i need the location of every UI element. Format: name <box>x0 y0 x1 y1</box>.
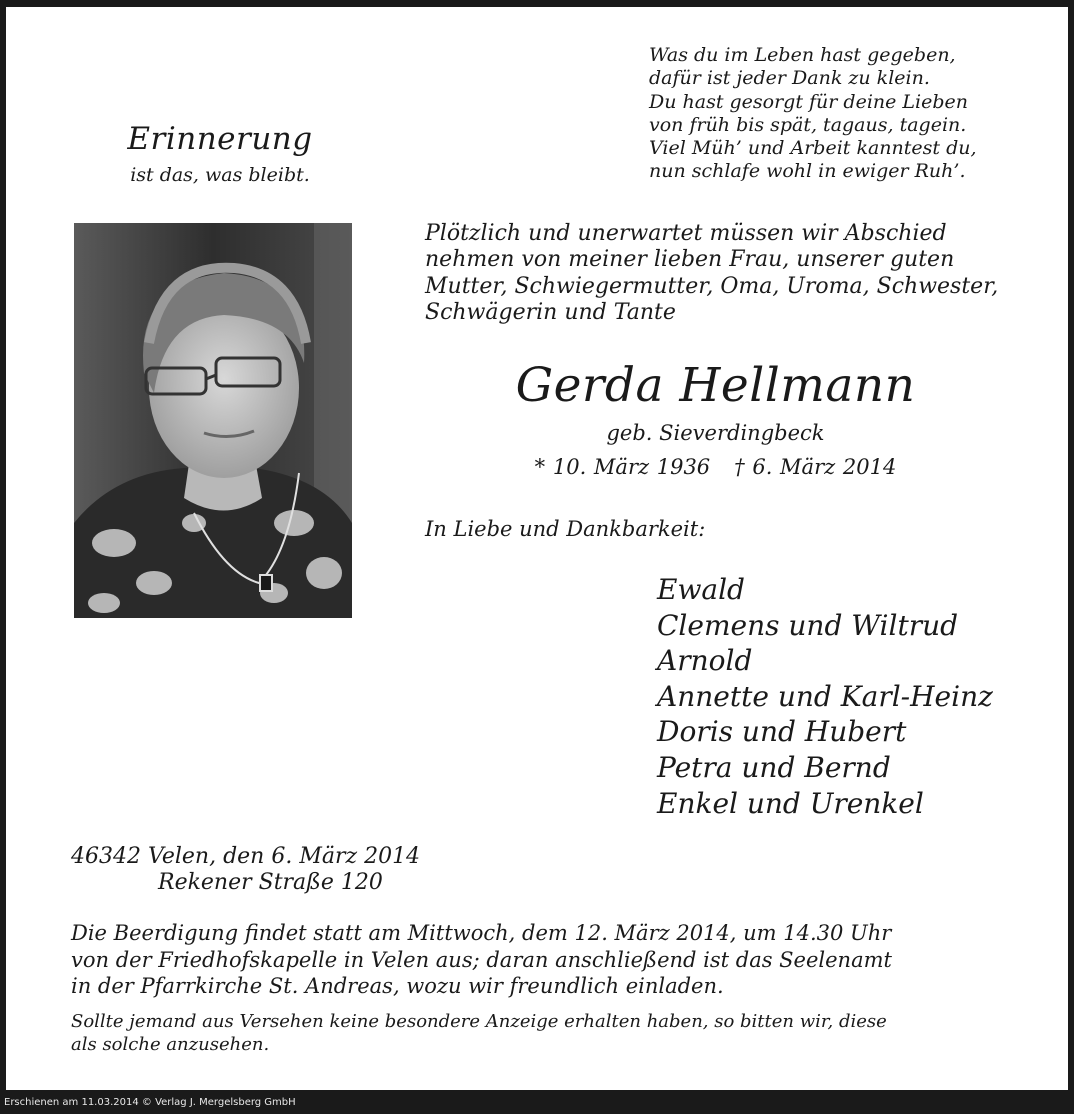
mourner-item: Doris und Hubert <box>657 715 907 749</box>
motto-subtitle: ist das, was bleibt. <box>130 164 310 186</box>
death-date: † 6. März 2014 <box>734 455 897 479</box>
poem-line: Du hast gesorgt für deine Lieben <box>649 90 968 113</box>
announcement-line: Plötzlich und unerwartet müssen wir Abschied <box>425 221 947 246</box>
mourner-item: Arnold <box>657 644 753 678</box>
deceased-name: Gerda Hellmann <box>515 358 916 413</box>
poem-line: dafür ist jeder Dank zu klein. <box>649 67 930 90</box>
portrait-image <box>74 223 352 618</box>
mourner-item: Clemens und Wiltrud <box>657 608 959 642</box>
funeral-line: in der Pfarrkirche St. Andreas, wozu wir freundlich einladen. <box>71 974 724 998</box>
obituary-page <box>6 7 1068 1090</box>
poem-line: Was du im Leben hast gegeben, <box>649 44 956 66</box>
announcement-line: Schwägerin und Tante <box>425 299 676 325</box>
publication-footer: Erschienen am 11.03.2014 © Verlag J. Mergelsberg GmbH <box>4 1097 296 1108</box>
mourner-item: Petra und Bernd <box>657 750 891 784</box>
maiden-name: geb. Sieverdingbeck <box>606 421 825 445</box>
portrait-photo <box>74 223 352 618</box>
street-address: Rekener Straße 120 <box>158 870 383 895</box>
announcement-line: nehmen von meiner lieben Frau, unserer guten <box>425 247 955 273</box>
motto-title: Erinnerung <box>127 121 313 157</box>
note-line: Sollte jemand aus Versehen keine besondere Anzeige erhalten haben, so bitten wir, diese <box>71 1011 887 1032</box>
poem <box>649 44 977 184</box>
place-date: 46342 Velen, den 6. März 2014 <box>71 844 421 869</box>
note-line: als solche anzusehen. <box>71 1033 270 1055</box>
birth-date: * 10. März 1936 <box>534 455 711 479</box>
funeral-line: von der Friedhofskapelle in Velen aus; daran anschließend ist das Seelenamt <box>71 947 892 972</box>
funeral-line: Die Beerdigung findet statt am Mittwoch, dem 12. März 2014, um 14.30 Uhr <box>71 921 892 945</box>
announcement-text <box>425 221 998 326</box>
poem-line: nun schlafe wohl in ewiger Ruh’. <box>649 160 966 183</box>
life-dates <box>425 455 1006 479</box>
mourners-list <box>657 572 993 821</box>
poem-line: Viel Müh’ und Arbeit kanntest du, <box>649 137 977 160</box>
mourner-item: Enkel und Urenkel <box>657 786 924 820</box>
mourner-item: Annette und Karl-Heinz <box>657 679 993 713</box>
mourner-item: Ewald <box>657 573 745 606</box>
notice-note <box>71 1011 887 1056</box>
poem-line: von früh bis spät, tagaus, tagein. <box>649 113 967 136</box>
funeral-info <box>71 920 892 1000</box>
thanks-line: In Liebe und Dankbarkeit: <box>425 517 706 541</box>
announcement-line: Mutter, Schwiegermutter, Oma, Uroma, Schwester, <box>425 273 999 299</box>
